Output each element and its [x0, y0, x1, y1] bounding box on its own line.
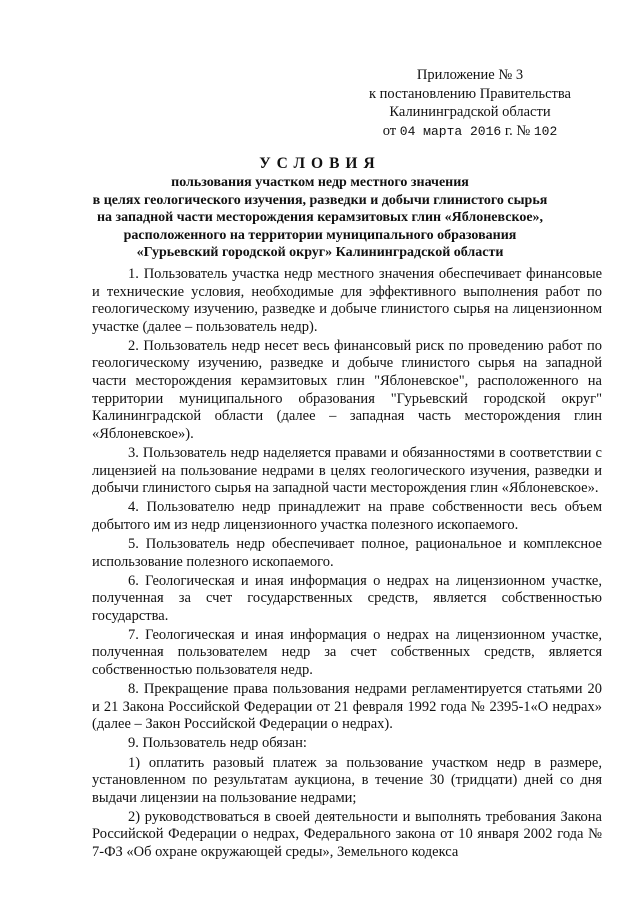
subtitle-line: расположенного на территории муниципального образования	[123, 227, 517, 243]
paragraph-4: 4. Пользователю недр принадлежит на праве собственности весь объем добытого им из недр лицензионного участка полезного ископаемого.	[92, 499, 602, 533]
paragraph-7: 7. Геологическая и иная информация о недрах на лицензионном участке, полученная пользователем недр за счет собственных средств, является собственностью пользователя недр.	[92, 626, 602, 679]
paragraph-9-item-1: 1) оплатить разовый платеж за пользование участком недр в размере, установленном по результатам аукциона, в течение 30 (тридцати) дней со дня выдачи лицензии на пользование недрами;	[92, 754, 602, 806]
paragraph-9: 9. Пользователь недр обязан:	[128, 735, 307, 752]
paragraph-9-item-2: 2) руководствоваться в своей деятельности и выполнять требования Закона Российской Федерации о недрах, Федерального закона от 10 января 2002 года № 7-ФЗ «Об охране окружающей среды», Земельного кодекса	[92, 808, 602, 860]
appendix-number: Приложение № 3	[416, 67, 524, 83]
subtitle-line: «Гурьевский городской округ» Калининградской области	[136, 245, 504, 260]
resolution-number: 102	[533, 123, 558, 139]
subtitle-line: на западной части месторождения керамзитовых глин «Яблоневское»,	[96, 210, 544, 225]
paragraph-5: 5. Пользователь недр обеспечивает полное, рациональное и комплексное использование полезного ископаемого.	[92, 535, 602, 570]
paragraph-1: 1. Пользователь участка недр местного значения обеспечивает финансовые и технические условия, необходимые для эффективного выполнения работ по геологическому изучению, разведке и добыче глинистого сырья на лицензионном участке (далее – пользователь недр).	[92, 266, 602, 335]
appendix-date-line	[340, 122, 600, 142]
paragraph-2: 2. Пользователь недр несет весь финансовый риск по проведению работ по геологическому изучению, разведке и добыче глинистого сырья на западной части месторождения керамзитовых глин "Яблоневское", расположенного на территории муниципального образования "Гурьевский городской округ" Калининградской области (далее – западная часть месторождения глин «Яблоневское»).	[92, 337, 602, 442]
document-title: УСЛОВИЯ	[259, 155, 381, 172]
paragraph-3: 3. Пользователь недр наделяется правами и обязанностями в соответствии с лицензией на пользование недрами в целях геологического изучения, разведки и добычи глинистого сырья на западной части месторождения глин «Яблоневское».	[92, 444, 602, 497]
paragraph-6: 6. Геологическая и иная информация о недрах на лицензионном участке, полученная за счет государственных средств, является собственностью государства.	[92, 572, 602, 624]
date-value: 04 марта 2016	[399, 123, 502, 139]
appendix-resolution: к постановлению Правительства	[369, 85, 571, 102]
date-prefix: от	[382, 122, 397, 139]
subtitle-line: пользования участком недр местного значения	[171, 175, 469, 190]
appendix-region: Калининградской области	[389, 104, 551, 120]
document-body	[92, 266, 602, 863]
subtitle-line: в целях геологического изучения, разведки и добычи глинистого сырья	[92, 192, 548, 208]
date-suffix: г. №	[504, 122, 531, 139]
document-subtitle	[60, 174, 580, 262]
appendix-header	[340, 66, 600, 141]
paragraph-8: 8. Прекращение права пользования недрами регламентируется статьями 20 и 21 Закона Российской Федерации от 21 февраля 1992 года № 2395-1«О недрах» (далее – Закон Российской Федерации о недрах).	[92, 681, 602, 733]
